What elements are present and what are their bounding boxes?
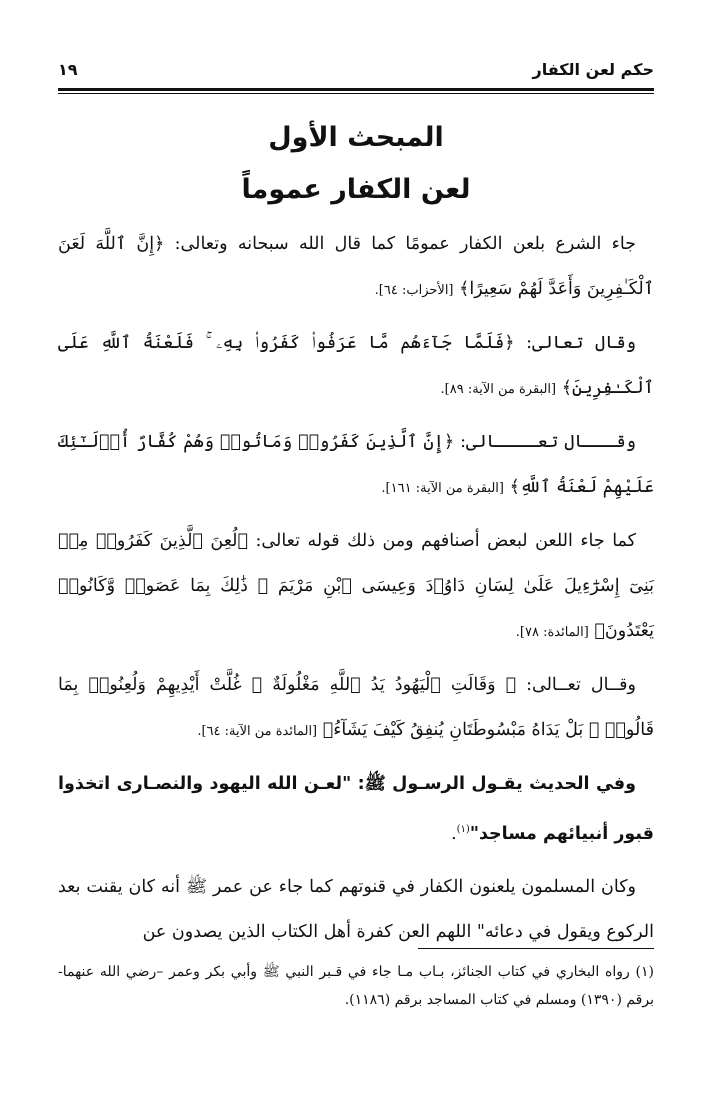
footnote-separator [418, 948, 654, 949]
closing-paragraph: وكان المسلمون يلعنون الكفار في قنوتهم كما جاء عن عمر ﷺ أنه كان يقنت بعد الركوع ويقول في دعائه" اللهم العن كفرة أهل الكتاب الذين يصدون عن [58, 876, 654, 942]
footnote [58, 958, 654, 1014]
paragraph-text: وقال تعالى: ﴿فَلَمَّا جَآءَهُم مَّا عَرَفُوا۟ كَفَرُوا۟ بِهِۦ ۚ فَلَعْنَةُ ٱللَّهِ عَلَى ٱلْكَـٰفِرِينَ﴾ [58, 333, 654, 398]
verse-citation: [المائدة: ٧٨]. [515, 625, 589, 640]
page-number: ١٩ [58, 59, 78, 79]
paragraph-text: وقــال تعــالى: ﴿ وَقَالَتِ ٱلْيَهُودُ يَدُ ٱللَّهِ مَغْلُولَةٌ ۚ غُلَّتْ أَيْدِيهِمْ وَلُعِنُوا۟ بِمَا قَالُوا۟ ۘ بَلْ يَدَاهُ مَبْسُوطَتَانِ يُنفِقُ كَيْفَ يَشَآءُ﴾ [58, 675, 654, 740]
paragraph-text: جاء الشرع بلعن الكفار عمومًا كما قال الله سبحانه وتعالى: ﴿إِنَّ ٱللَّهَ لَعَنَ ٱلْكَـٰفِرِينَ وَأَعَدَّ لَهُمْ سَعِيرًا﴾ [58, 234, 654, 299]
hadith-quote: "لعـن الله اليهود والنصـارى اتخذوا قبور أنبيائهم مساجد" [58, 774, 654, 844]
hadith-end: . [451, 823, 457, 844]
page-header [58, 52, 654, 86]
paragraph [58, 663, 654, 754]
verse-citation: [البقرة من الآية: ١٦١]. [381, 481, 504, 496]
paragraph [58, 519, 654, 655]
header-rule-thin [58, 93, 654, 94]
section-subheading: لعن الكفار عموماً [241, 174, 471, 205]
paragraph [58, 321, 654, 412]
verse-citation: [البقرة من الآية: ٨٩]. [440, 382, 557, 397]
paragraph-text: كما جاء اللعن لبعض أصنافهم ومن ذلك قوله تعالى: ﴿لُعِنَ ٱلَّذِينَ كَفَرُوا۟ مِنۢ بَنِىٓ إِسْرَٰٓءِيلَ عَلَىٰ لِسَانِ دَاوُۥدَ وَعِيسَى ٱبْنِ مَرْيَمَ ۚ ذَٰلِكَ بِمَا عَصَوا۟ وَّكَانُوا۟ يَعْتَدُونَ﴾ [58, 531, 654, 641]
paragraph-text: وقـــال تعــــالى: ﴿إِنَّ ٱلَّذِينَ كَفَرُوا۟ وَمَاتُوا۟ وَهُمْ كُفَّارٌ أُو۟لَـٰٓئِكَ عَلَيْهِمْ لَعْنَةُ ٱللَّهِ﴾ [58, 432, 654, 497]
verse-citation: [الأحزاب: ٦٤]. [374, 283, 454, 298]
hadith-intro: وفي الحديث يقـول الرسـول ﷺ: [351, 774, 636, 794]
body-text [58, 222, 654, 963]
header-rule-thick [58, 88, 654, 91]
paragraph [58, 420, 654, 511]
hadith-paragraph [58, 762, 654, 857]
verse-citation: [المائدة من الآية: ٦٤]. [197, 724, 318, 739]
running-title: حكم لعن الكفار [532, 59, 654, 79]
section-heading: المبحث الأول [268, 122, 444, 153]
footnote-text: (١) رواه البخاري في كتاب الجنائز، بـاب مـا جاء في قـبر النبي ﷺ وأبي بكر وعمر –رضي الله عنهما- برقم (١٣٩٠) ومسلم في كتاب المساجد برقم (١١٨٦). [58, 964, 654, 1008]
footnote-marker: (١) [456, 824, 470, 835]
paragraph [58, 222, 654, 313]
